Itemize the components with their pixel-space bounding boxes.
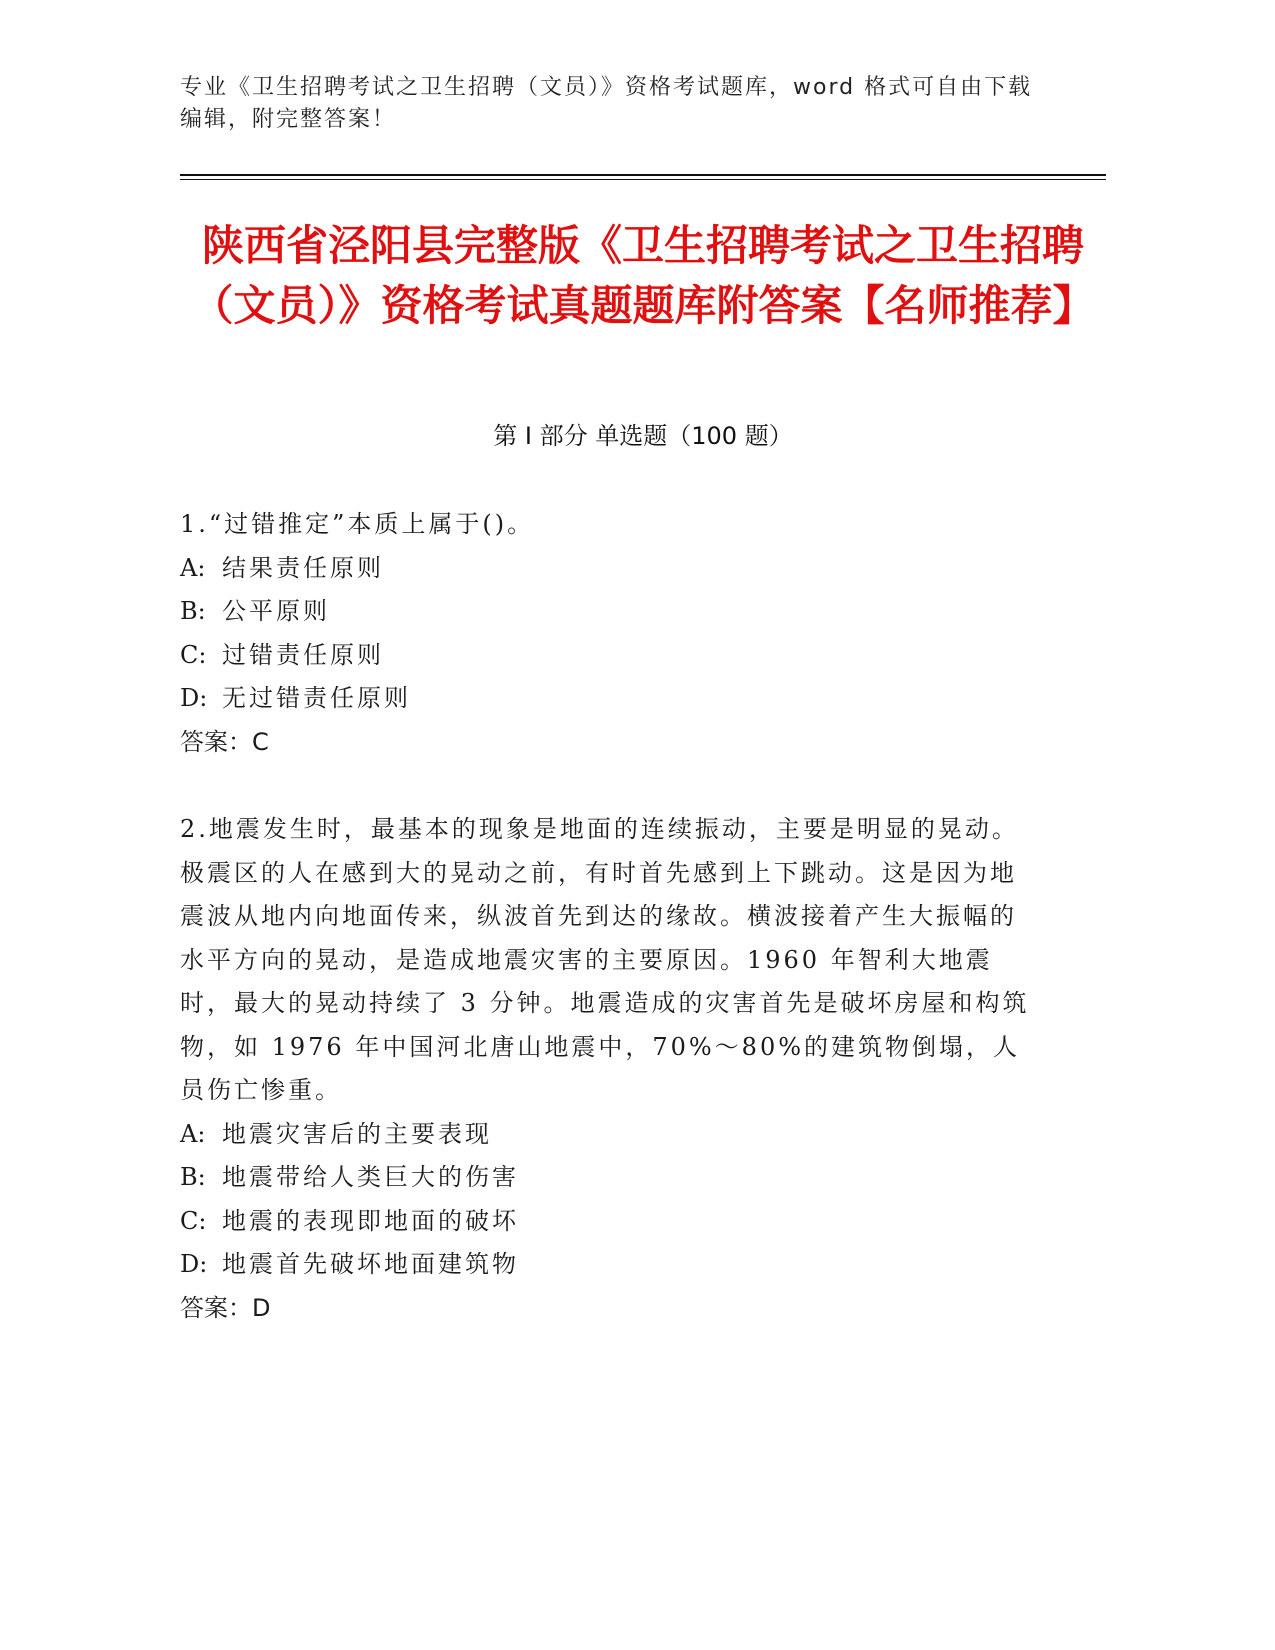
header-divider-thin [180,179,1106,180]
option-text: 公平原则 [222,597,330,625]
option-text: 地震灾害后的主要表现 [222,1119,492,1148]
option-text: 过错责任原则 [222,640,384,669]
option-letter: D: [180,684,208,712]
option-letter: A: [180,553,206,582]
option-text: 地震带给人类巨大的伤害 [222,1163,519,1191]
option-d [180,677,1040,721]
answer: 答案：C [180,727,269,756]
option-c [180,634,1040,678]
option-b [180,590,1040,634]
answer: 答案：D [180,1293,271,1322]
section-title: 第 I 部分 单选题（100 题） [493,422,793,450]
header-note: 专业《卫生招聘考试之卫生招聘（文员）》资格考试题库，word 格式可自由下载编辑，附完整答案！ [180,75,1033,132]
option-c [180,1200,1040,1244]
option-text: 地震首先破坏地面建筑物 [222,1250,519,1278]
header-divider-thick [180,174,1106,176]
option-d [180,1243,1040,1287]
option-letter: B: [180,597,206,625]
option-letter: A: [180,1119,206,1148]
option-letter: B: [180,1163,206,1191]
option-text: 地震的表现即地面的破坏 [222,1206,519,1235]
option-a [180,1113,1040,1157]
option-a [180,547,1040,591]
option-letter: D: [180,1250,208,1278]
question-1 [180,503,1040,764]
question-stem: 1.“过错推定”本质上属于()。 [180,510,535,538]
option-b [180,1156,1040,1200]
option-letter: C: [180,640,207,669]
question-stem: 2.地震发生时，最基本的现象是地面的连续振动，主要是明显的晃动。极震区的人在感到大的晃动之前，有时首先感到上下跳动。这是因为地震波从地内向地面传来，纵波首先到达的缘故。横波接着产生大振幅的水平方向的晃动，是造成地震灾害的主要原因。1960 年智利大地震时，最大的晃动持续了 3 分钟。地震造成的灾害首先是破坏房屋和构筑物，如 1976 年中国河北唐山地震中，70%～80%的建筑物倒塌，人员伤亡惨重。 [180,815,1030,1104]
option-text: 无过错责任原则 [222,684,411,712]
option-letter: C: [180,1206,207,1235]
question-2 [180,808,1040,1330]
document-title: 陕西省泾阳县完整版《卫生招聘考试之卫生招聘（文员）》资格考试真题题库附答案【名师推荐】 [191,221,1095,330]
option-text: 结果责任原则 [222,553,384,582]
